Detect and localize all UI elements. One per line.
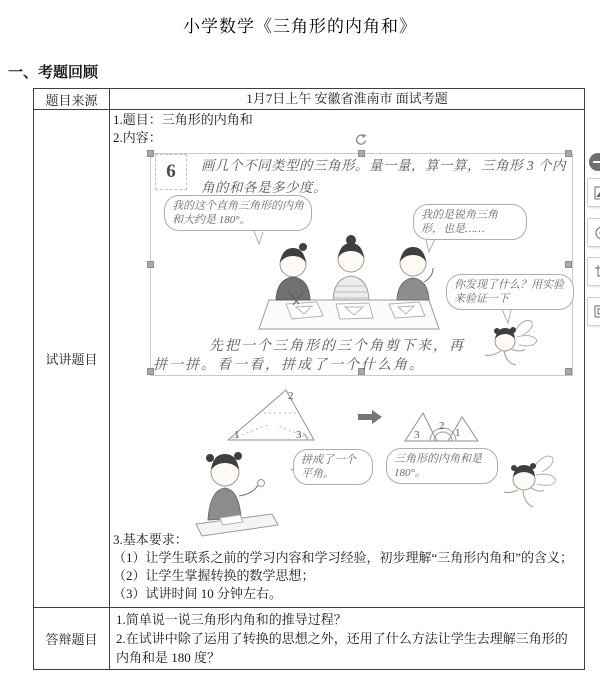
requirement-item: （1）让学生联系之前的学习内容和学习经验，初步理解“三角形内角和”的含义； bbox=[113, 550, 574, 565]
defense-question: 1.简单说一说三角形内角和的推导过程？ bbox=[116, 612, 347, 627]
rotate-icon[interactable] bbox=[354, 133, 368, 147]
picture-tool-button[interactable] bbox=[587, 178, 600, 207]
defense-question: 2.在试讲中除了运用了转换的思想之外，还用了什么方法让学生去理解三角形的内角和是 180 度？ bbox=[116, 631, 568, 665]
speech-bubble-right-triangle: 我的这个直角三角形的内角和大约是 180°。 bbox=[164, 195, 312, 231]
row-label-source: 题目来源 bbox=[34, 89, 110, 109]
problem-text: 画几个不同类型的三角形。量一量，算一算，三角形 3 个内角的和各是多少度。 bbox=[201, 158, 566, 195]
crop-icon bbox=[594, 264, 600, 280]
crop-button[interactable] bbox=[587, 257, 600, 286]
minus-circle-icon[interactable] bbox=[589, 153, 600, 171]
picture-tool-icon bbox=[594, 186, 600, 200]
table-row bbox=[34, 109, 584, 607]
table-row bbox=[34, 607, 584, 669]
svg-text:1: 1 bbox=[234, 429, 240, 441]
resize-handle-bottom-right[interactable] bbox=[565, 368, 572, 375]
lecture-title-line: 1.题目：三角形的内角和 bbox=[113, 112, 253, 127]
requirement-item: （3）试讲时间 10 分钟左右。 bbox=[113, 586, 283, 601]
zoom-plus-button[interactable] bbox=[587, 218, 600, 247]
speech-bubble-acute-triangle: 我的是锐角三角形，也是…… bbox=[413, 204, 527, 240]
svg-text:1: 1 bbox=[455, 427, 461, 439]
zoom-plus-icon bbox=[594, 225, 600, 241]
exercise-number-badge: 6 bbox=[155, 154, 187, 190]
lecture-content-line: 2.内容： bbox=[113, 130, 162, 145]
speech-bubble-discover: 你发现了什么？用实验来验证一下 bbox=[446, 274, 574, 310]
cut-instruction-text: 先把一个三角形的三个角剪下来，再拼一拼。看一看，拼成了一个什么角。 bbox=[153, 339, 465, 373]
lecture-cell bbox=[110, 110, 584, 607]
bubble-tail bbox=[499, 309, 513, 325]
row-label-lecture: 试讲题目 bbox=[34, 110, 110, 607]
fairy-sketch bbox=[498, 451, 563, 517]
bubble-tail bbox=[423, 239, 437, 254]
requirements-heading: 3.基本要求： bbox=[113, 532, 188, 547]
speech-bubble-sum: 三角形的内角和是 180°。 bbox=[386, 448, 498, 484]
resize-handle-middle-left[interactable] bbox=[147, 261, 154, 268]
svg-text:3: 3 bbox=[296, 429, 302, 441]
requirement-item: （2）让学生掌握转换的数学思想； bbox=[113, 568, 315, 583]
resize-handle-middle-right[interactable] bbox=[565, 261, 572, 268]
svg-text:3: 3 bbox=[414, 429, 420, 441]
table-row bbox=[34, 89, 584, 109]
fairy-sketch bbox=[471, 317, 543, 373]
layout-frame-icon bbox=[594, 305, 600, 318]
girl-at-desk-sketch bbox=[180, 444, 290, 544]
svg-text:2: 2 bbox=[439, 420, 445, 432]
textbook-image[interactable] bbox=[150, 153, 573, 376]
exam-table bbox=[33, 88, 585, 670]
layout-frame-button[interactable] bbox=[587, 297, 600, 326]
page-title: 小学数学《三角形的内角和》 bbox=[183, 17, 417, 36]
row-label-defense: 答辩题目 bbox=[34, 608, 110, 669]
svg-text:2: 2 bbox=[288, 390, 294, 402]
triangle-angles-diagram bbox=[220, 386, 480, 448]
defense-cell bbox=[110, 608, 584, 669]
bubble-tail bbox=[251, 231, 265, 246]
resize-handle-top-left[interactable] bbox=[147, 150, 154, 157]
source-text: 1月7日上午 安徽省淮南市 面试考题 bbox=[246, 91, 448, 106]
section-heading: 一、考题回顾 bbox=[8, 65, 99, 81]
speech-bubble-flat-angle: 拼成了一个平角。 bbox=[293, 449, 373, 485]
